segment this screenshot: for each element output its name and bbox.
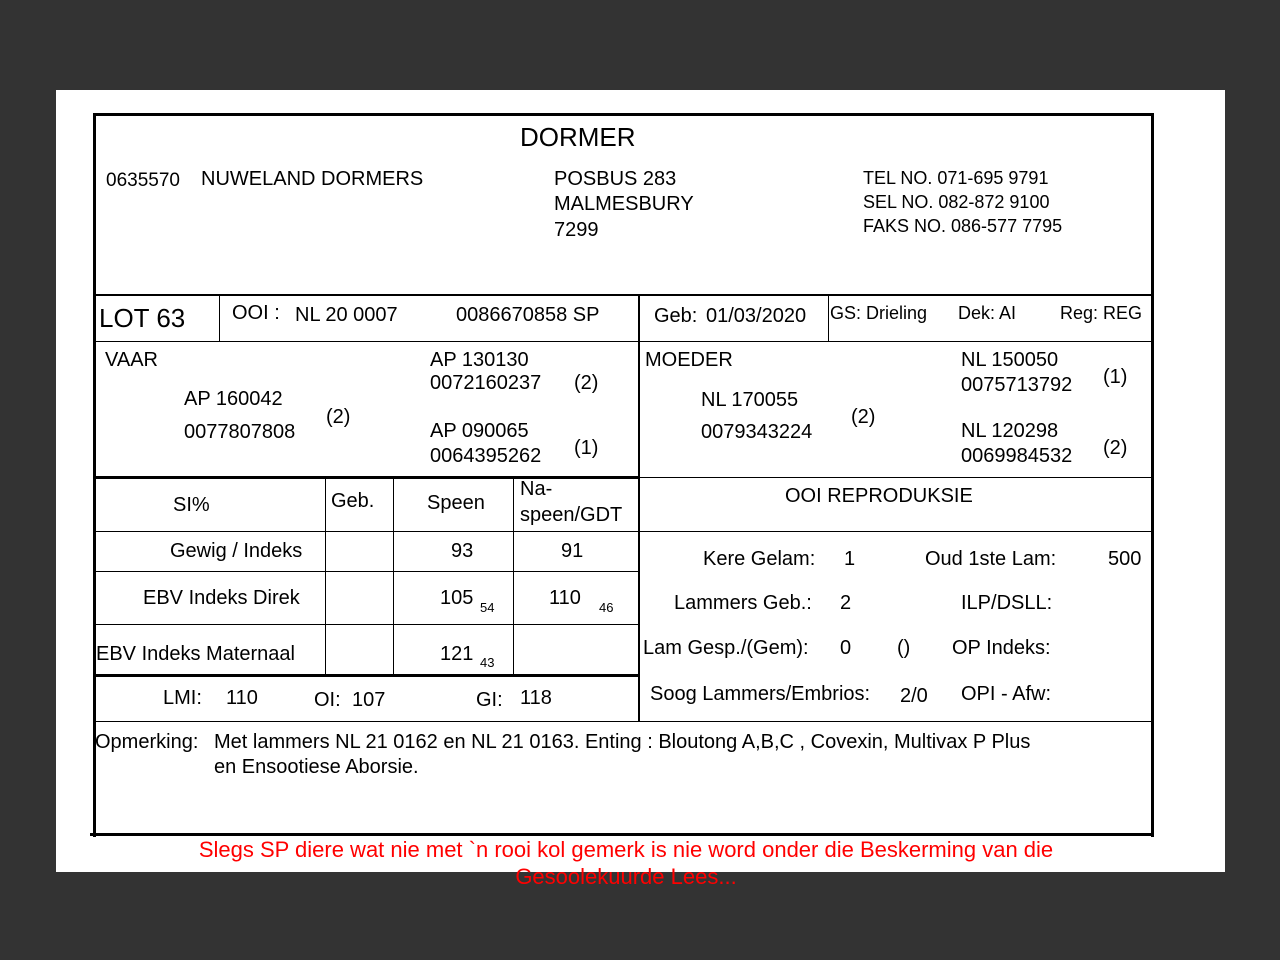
breeder-name: NUWELAND DORMERS [201,168,424,190]
rule-col-speen [513,478,514,676]
breeder-address-3: 7299 [554,219,599,241]
frame-left [93,113,96,837]
breeder-tel: TEL NO. 071-695 9791 [863,168,1049,188]
rule-col-geb [393,478,394,676]
rule-lot [93,341,1154,342]
repro-oud-value: 500 [1108,548,1142,570]
remark-label: Opmerking: [95,731,199,753]
ewe-label: OOI : [232,302,280,324]
gi-value: 118 [520,687,552,709]
perf-row-naspeen: 91 [561,540,584,562]
remark-text-line-1: Met lammers NL 21 0162 en NL 21 0163. Enting : Bloutong A,B,C , Covexin, Multivax P Plus [214,731,1031,753]
repro-lammers-label: Lammers Geb.: [674,592,812,614]
sire-dam-count: (1) [574,437,599,459]
dam-count: (2) [851,406,876,428]
perf-header-naspeen-1: Na- [520,478,553,500]
sire-sire-count: (2) [574,372,599,394]
dam-number: 0079343224 [701,421,813,443]
perf-row-naspeen-accuracy: 46 [599,600,614,615]
rule-col-label [325,478,326,676]
rule-perf-2 [93,624,638,625]
perf-row-speen: 121 [440,643,474,665]
perf-row-speen-accuracy: 43 [480,655,495,670]
breeder-address-1: POSBUS 283 [554,168,677,190]
perf-header-geb: Geb. [331,490,375,512]
breeder-code: 0635570 [106,170,180,191]
oi-label: OI: [314,689,341,711]
repro-gem-value: () [897,637,911,659]
dam-id: NL 170055 [701,389,799,411]
dam-sire-id: NL 150050 [961,349,1059,371]
ewe-number: 0086670858 SP [456,304,600,326]
sire-id: AP 160042 [184,388,283,410]
repro-kere-value: 1 [844,548,856,570]
birth-label: Geb: [654,305,698,327]
perf-header-speen: Speen [427,492,485,514]
rule-header [93,294,1154,296]
perf-row-label: Gewig / Indeks [170,540,303,562]
frame-top [93,113,1154,116]
sire-label: VAAR [105,349,158,371]
sire-sire-id: AP 130130 [430,349,529,371]
dam-sire-count: (1) [1103,366,1128,388]
rule-geb-divider [828,295,829,341]
ewe-id: NL 20 0007 [295,304,398,326]
lot-gs: GS: Drieling [830,303,928,323]
perf-row-label: EBV Indeks Maternaal [96,643,295,665]
dam-label: MOEDER [645,349,733,371]
perf-row-speen-accuracy: 54 [480,600,495,615]
breeder-cell: SEL NO. 082-872 9100 [863,192,1050,212]
dam-dam-number: 0069984532 [961,445,1073,467]
rule-perf-header [93,531,1154,532]
rule-remark [93,721,1154,722]
repro-soog-value: 2/0 [900,685,928,707]
oi-value: 107 [352,689,386,711]
repro-lammers-value: 2 [840,592,852,614]
birth-date: 01/03/2020 [706,305,807,327]
repro-title: OOI REPRODUKSIE [785,485,973,507]
dam-dam-id: NL 120298 [961,420,1059,442]
rule-pedigree-right [638,477,1154,478]
sire-sire-number: 0072160237 [430,372,542,394]
dam-dam-count: (2) [1103,437,1128,459]
repro-gesp-value: 0 [840,637,852,659]
breeder-fax: FAKS NO. 086-577 7795 [863,216,1063,236]
repro-kere-label: Kere Gelam: [703,548,816,570]
lot-reg: Reg: REG [1060,303,1143,323]
sheet [56,90,1225,889]
sire-count: (2) [326,406,351,428]
sire-dam-id: AP 090065 [430,420,529,442]
repro-oud-label: Oud 1ste Lam: [925,548,1057,570]
rule-center [638,295,640,722]
sire-dam-number: 0064395262 [430,445,542,467]
lot-card [93,113,1154,837]
perf-row-naspeen: 110 [549,587,581,609]
perf-row-speen: 105 [440,587,474,609]
sire-number: 0077807808 [184,421,296,443]
rule-perf-1 [93,571,638,572]
breed-title: DORMER [520,122,636,152]
dam-sire-number: 0075713792 [961,374,1073,396]
perf-row-label: EBV Indeks Direk [143,587,300,609]
rule-perf-3 [93,674,638,677]
perf-row-speen: 93 [451,540,474,562]
remark-text-line-2: en Ensootiese Aborsie. [214,756,419,778]
footer-note: Slegs SP diere wat nie met `n rooi kol gemerk is nie word onder die Beskerming van die Gesoolekuurde Lees... [198,837,1054,889]
repro-gesp-label: Lam Gesp./(Gem): [643,637,809,659]
gi-label: GI: [476,689,503,711]
rule-pedigree-left [93,476,638,479]
repro-op-label: OP Indeks: [952,637,1051,659]
perf-header-naspeen-2: speen/GDT [520,504,623,526]
breeder-address-2: MALMESBURY [554,193,694,215]
lmi-value: 110 [226,687,258,709]
lmi-label: LMI: [163,687,202,709]
lot-number: LOT 63 [99,303,186,333]
repro-soog-label: Soog Lammers/Embrios: [650,683,871,705]
lot-dek: Dek: AI [958,303,1017,323]
frame-right [1151,113,1154,837]
rule-lot-divider [219,295,220,341]
repro-ilp-label: ILP/DSLL: [961,592,1053,614]
repro-opi-label: OPI - Afw: [961,683,1052,705]
perf-header-si: SI% [173,494,210,516]
